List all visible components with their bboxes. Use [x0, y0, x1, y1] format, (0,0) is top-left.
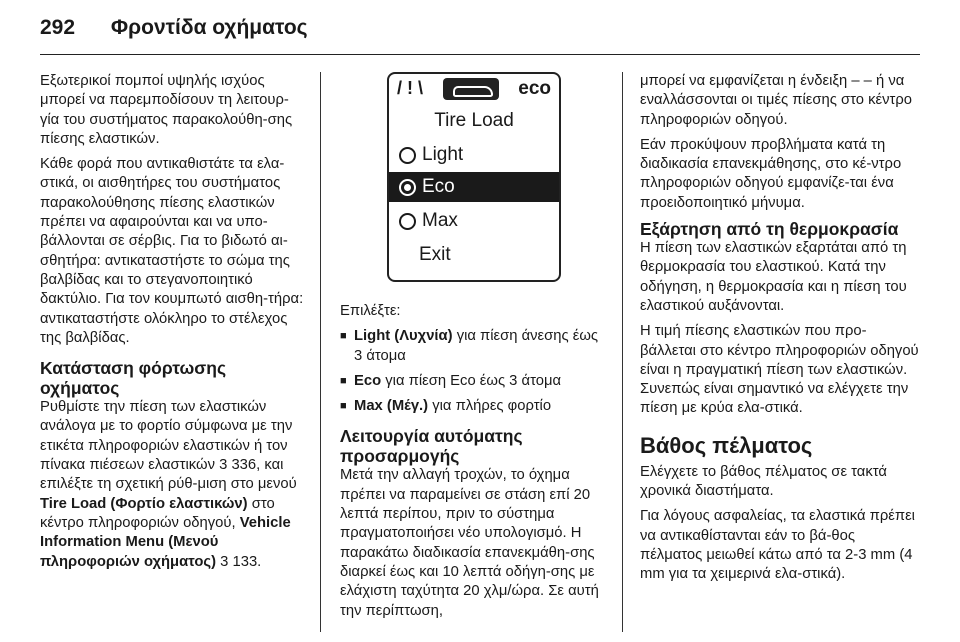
- list-item: ■ Max (Μέγ.) για πλήρες φορτίο: [340, 397, 608, 416]
- paragraph: Επιλέξτε:: [340, 303, 401, 319]
- paragraph: Για λόγους ασφαλείας, τα ελαστικά πρέπει να αντικαθίστανται εάν το βά-θος πέλματος μειωθεί κάτω από τα 2-3 mm (4 mm για τα χειμερινά ελα-στικά).: [640, 508, 915, 583]
- column-divider: [320, 72, 321, 632]
- tire-load-display: [387, 72, 561, 282]
- column-divider: [622, 72, 623, 632]
- column-3: [640, 72, 920, 591]
- display-top-bar: [389, 74, 559, 104]
- radio-selected-icon: [399, 179, 416, 196]
- option-eco: Eco: [389, 172, 559, 202]
- paragraph: Μετά την αλλαγή τροχών, το όχημα πρέπει να παραμείνει σε στάση επί 20 λεπτά περίπου, πριν το σύστημα πραγματοποιήσει νέο υπολογισμό. Η παρακάτω διαδικασία επανεκμάθη-σης διαρκεί έως και 10 λεπτά οδήγη-σης με ελάχιστη ταχύτητα 20 χλμ/ώρα. Σε αυτή την περίπτωση,: [340, 467, 599, 619]
- paragraph: Ρυθμίστε την πίεση των ελαστικών ανάλογα με το φορτίο σύμφωνα με την ετικέτα πληροφοριών ελαστικών ή τον πίνακα πιέσεων ελαστικών 3 336, και επιλέξτε τη σχετική ρύθ-μιση στο μενού Tire Load (Φορτίο ελαστικών) στο κέντρο πληροφοριών οδηγού, Vehicle Information Menu (Μενού πληροφοριών οχήματος) 3 133.: [40, 399, 297, 570]
- section-heading: Λειτουργία αυτόματης προσαρμογής: [340, 426, 523, 467]
- page-number: 292: [40, 16, 76, 39]
- paragraph: Εξωτερικοί πομποί υψηλής ισχύος μπορεί να παρεμποδίσουν τη λειτουρ-γία του συστήματος παρακολούθη-σης πίεσης ελαστικών.: [40, 73, 293, 147]
- paragraph: Η τιμή πίεσης ελαστικών που προ-βάλλεται στο κέντρο πληροφοριών οδηγού είναι η πραγματική πίεση των ελαστικών. Συνεπώς είναι σημαντικό να ελέγχετε την πίεση με κρύα ελα-στικά.: [640, 323, 919, 417]
- radio-icon: [399, 147, 416, 164]
- list-item: ■ Light (Λυχνία) για πίεση άνεσης έως 3 άτομα: [340, 327, 608, 366]
- paragraph: μπορεί να εμφανίζεται η ένδειξη – – ή να εναλλάσσονται οι τιμές πίεσης στο κέντρο πληροφοριών οδηγού.: [640, 73, 912, 128]
- paragraph: Κάθε φορά που αντικαθιστάτε τα ελα-στικά, οι αισθητήρες του συστήματος παρακολούθησης πίεσης ελαστικών πρέπει να αφαιρούνται και να υπο-βάλλονται σε σέρβις. Για το βιδωτό αι-σθητήρα: αντικαταστήστε το σώμα της βαλβίδας και το στεγανοποιητικό δακτύλιο. Για τον κουμπωτό αισθη-τήρα: αντικαταστήστε ολόκληρο το στέλεχος της βαλβίδας.: [40, 156, 304, 346]
- option-list: [340, 327, 608, 416]
- paragraph: Ελέγχετε το βάθος πέλματος σε τακτά χρονικά διαστήματα.: [640, 463, 887, 500]
- header-rule: [40, 54, 920, 55]
- paragraph: Η πίεση των ελαστικών εξαρτάται από τη θερμοκρασία του ελαστικού. Κατά την οδήγηση, η θερμοκρασία και η πίεση του ελαστικού αυξάνονται.: [640, 240, 907, 314]
- column-1: [40, 72, 306, 578]
- slash-icon: / ! \: [397, 78, 423, 99]
- option-light: Light: [389, 140, 559, 170]
- list-item: ■ Eco για πίεση Eco έως 3 άτομα: [340, 372, 608, 391]
- option-max: Max: [389, 206, 559, 236]
- display-title: Tire Load: [434, 110, 514, 132]
- car-icon: [443, 78, 499, 100]
- chapter-heading: Βάθος πέλματος: [640, 432, 813, 458]
- page-header: [40, 16, 308, 40]
- radio-icon: [399, 213, 416, 230]
- column-2: [340, 72, 608, 627]
- paragraph: Εάν προκύψουν προβλήματα κατά τη διαδικασία επανεκμάθησης, στο κέ-ντρο πληροφοριών οδηγού εμφανίζε-ται ένα προειδοποιητικό μήνυμα.: [640, 136, 902, 211]
- section-heading: Εξάρτηση από τη θερμοκρασία: [640, 219, 899, 240]
- page-title: Φροντίδα οχήματος: [110, 16, 308, 39]
- option-exit: Exit: [419, 244, 451, 266]
- section-heading: Κατάσταση φόρτωσης οχήματος: [40, 358, 227, 399]
- eco-label: eco: [518, 78, 551, 100]
